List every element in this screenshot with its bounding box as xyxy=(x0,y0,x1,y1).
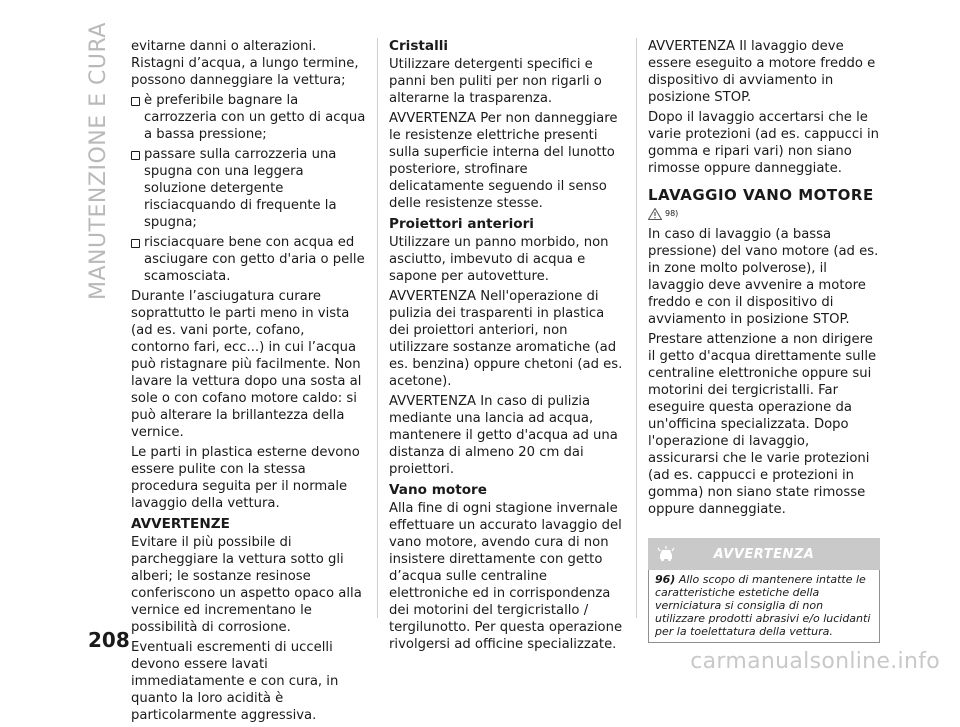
paragraph: Prestare attenzione a non dirigere il getto d'acqua direttamente sulle centraline elettroniche oppure sui motorini dei tergicristalli. Far eseguire questa operazione da un'officina specializzata. Dopo l'operazione di lavaggio, assicurarsi che le varie protezioni (ad es. cappucci e protezioni in gomma) non siano state rimosse oppure danneggiate. xyxy=(648,332,877,517)
bullet-item: passare sulla carrozzeria una spugna con una leggera soluzione detergente risciacquando di frequente la spugna; xyxy=(131,146,366,231)
heading-proiettori: Proiettori anteriori xyxy=(389,216,534,232)
paragraph: Utilizzare un panno morbido, non asciutto, imbevuto di acqua e sapone per autovetture. xyxy=(389,235,609,284)
heading-avvertenze: AVVERTENZE xyxy=(131,516,230,532)
column-1 xyxy=(131,38,366,727)
column-3 xyxy=(648,38,880,643)
car-warning-icon xyxy=(656,545,676,563)
heading-cristalli: Cristalli xyxy=(389,38,449,54)
page-number: 208 xyxy=(88,628,130,652)
paragraph: AVVERTENZA Nell'operazione di pulizia dei trasparenti in plastica dei proiettori anteriori, non utilizzare sostanze aromatiche (ad es. benzina) oppure chetoni (ad es. acetone). xyxy=(389,289,623,389)
paragraph: Le parti in plastica esterne devono essere pulite con la stessa procedura seguita per il normale lavaggio della vettura. xyxy=(131,445,360,511)
paragraph: Dopo il lavaggio accertarsi che le varie protezioni (ad es. cappucci in gomma e ripari vari) non siano rimosse oppure danneggiate. xyxy=(648,110,879,176)
heading-lavaggio-vano-motore: LAVAGGIO VANO MOTORE xyxy=(648,186,874,204)
watermark-text: carmanualsonline.info xyxy=(690,649,940,674)
warning-triangle-icon xyxy=(648,208,662,220)
warning-number: 96) xyxy=(655,573,676,586)
column-divider xyxy=(377,38,378,618)
paragraph: Evitare il più possibile di parcheggiare la vettura sotto gli alberi; le sostanze resinose conferiscono un aspetto opaco alla vernice ed incrementano le possibilità di corrosione. xyxy=(131,535,362,635)
paragraph: Alla fine di ogni stagione invernale effettuare un accurato lavaggio del vano motore, avendo cura di non insistere direttamente con getto d’acqua sulle centraline elettroniche ed in corrispondenza dei motorini del tergicristallo / tergilunotto. Per questa operazione rivolgersi ad officine specializzate. xyxy=(389,501,623,652)
paragraph: Utilizzare detergenti specifici e panni ben puliti per non rigarli o alterarne la trasparenza. xyxy=(389,57,602,106)
column-divider xyxy=(636,38,637,618)
warning-text: Allo scopo di mantenere intatte le caratteristiche estetiche della verniciatura si consiglia di non utilizzare prodotti abrasivi e/o lucidanti per la toelettatura della vettura. xyxy=(655,573,871,638)
warning-box xyxy=(648,538,880,643)
section-title: MANUTENZIONE E CURA xyxy=(86,22,111,300)
paragraph: Durante l’asciugatura curare soprattutto le parti meno in vista (ad es. vani porte, cofano, contorno fari, ecc...) in cui l’acqua può ristagnare più facilmente. Non lavare la vettura dopo una sosta al sole o con cofano motore caldo: si può alterare la brillantezza della vernice. xyxy=(131,289,362,440)
warning-title: AVVERTENZA xyxy=(713,546,815,562)
paragraph: evitarne danni o alterazioni. Ristagni d’acqua, a lungo termine, possono danneggiare la vettura; xyxy=(131,39,359,88)
paragraph: In caso di lavaggio (a bassa pressione) del vano motore (ad es. in zone molto polverose), il lavaggio deve avvenire a motore freddo e con il dispositivo di avviamento in posizione STOP. xyxy=(648,227,879,327)
bullet-item: risciacquare bene con acqua ed asciugare con getto d'aria o pelle scamosciata. xyxy=(131,234,366,285)
paragraph: AVVERTENZA Per non danneggiare le resistenze elettriche presenti sulla superficie interna del lunotto posteriore, strofinare delicatamente seguendo il senso delle resistenze stesse. xyxy=(389,111,618,211)
warning-reference xyxy=(648,205,880,222)
paragraph: AVVERTENZA In caso di pulizia mediante una lancia ad acqua, mantenere il getto d'acqua ad una distanza di almeno 20 cm dai proiettori. xyxy=(389,394,618,477)
reference-number: 98) xyxy=(665,209,679,218)
bullet-item: è preferibile bagnare la carrozzeria con un getto di acqua a bassa pressione; xyxy=(131,92,366,143)
paragraph: AVVERTENZA Il lavaggio deve essere eseguito a motore freddo e dispositivo di avviamento in posizione STOP. xyxy=(648,39,876,105)
warning-header xyxy=(648,538,880,570)
heading-vano-motore: Vano motore xyxy=(389,482,487,498)
warning-body xyxy=(648,570,880,643)
paragraph: Eventuali escrementi di uccelli devono essere lavati immediatamente e con cura, in quanto la loro acidità è particolarmente aggressiva. xyxy=(131,640,339,723)
column-2 xyxy=(389,38,624,656)
